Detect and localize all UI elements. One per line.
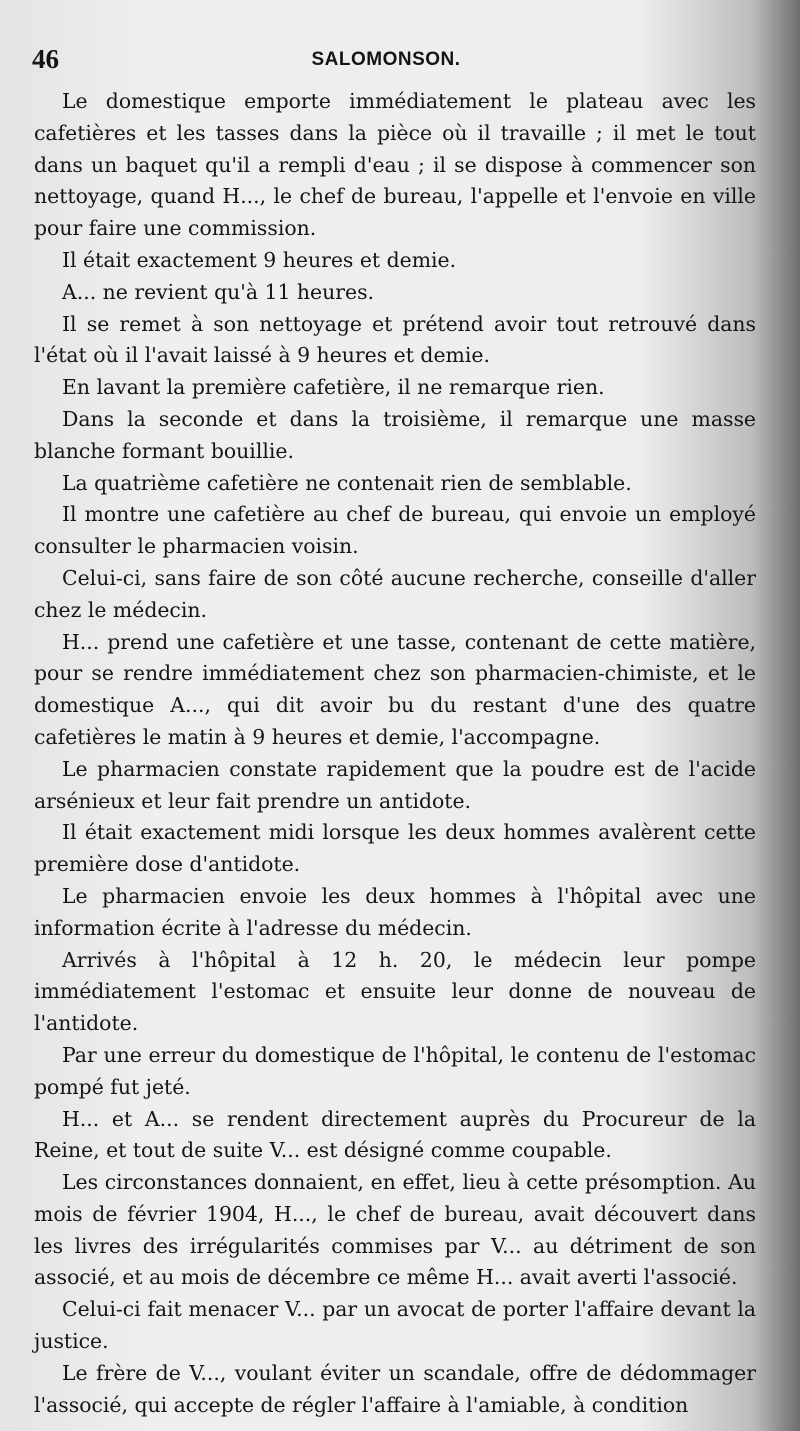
paragraph: Le domestique emporte immédiatement le plateau avec les cafetières et les tasses dans la pièce où il travaille ; il met le tout dans un baquet qu'il a rempli d'eau ; il se dispose à commencer son nettoyage, quand H..., le chef de bureau, l'appelle et l'envoie en ville pour faire une commission. xyxy=(34,89,756,241)
paragraph: Les circonstances donnaient, en effet, lieu à cette présomption. Au mois de février 1904, H..., le chef de bureau, avait découvert dans les livres des irrégularités commises par V... au détriment de son associé, et au mois de décembre ce même H... avait averti l'associé. xyxy=(34,1170,756,1290)
paragraph: H... prend une cafetière et une tasse, contenant de cette matière, pour se rendre immédiatement chez son pharmacien-chimiste, et le domestique A..., qui dit avoir bu du restant d'une des quatre cafetières le matin à 9 heures et demie, l'accompagne. xyxy=(34,629,756,749)
page-header xyxy=(32,40,740,80)
paragraph: Dans la seconde et dans la troisième, il remarque une masse blanche formant bouillie. xyxy=(34,406,756,463)
paragraph: Celui-ci fait menacer V... par un avocat de porter l'affaire devant la justice. xyxy=(34,1297,756,1354)
paragraph: Par une erreur du domestique de l'hôpital, le contenu de l'estomac pompé fut jeté. xyxy=(34,1042,756,1099)
page-number: 46 xyxy=(32,44,59,74)
paragraph: Arrivés à l'hôpital à 12 h. 20, le médecin leur pompe immédiatement l'estomac et ensuite leur donne de nouveau de l'antidote. xyxy=(34,947,756,1036)
paragraph: En lavant la première cafetière, il ne remarque rien. xyxy=(62,375,605,400)
paragraph: Il était exactement 9 heures et demie. xyxy=(62,247,457,272)
paragraph: Il montre une cafetière au chef de bureau, qui envoie un employé consulter le pharmacien voisin. xyxy=(34,502,756,559)
paragraph: Il se remet à son nettoyage et prétend avoir tout retrouvé dans l'état où il l'avait laissé à 9 heures et demie. xyxy=(34,311,756,368)
paragraph: La quatrième cafetière ne contenait rien de semblable. xyxy=(62,470,632,495)
paragraph: Le frère de V..., voulant éviter un scandale, offre de dédommager l'associé, qui accepte de régler l'affaire à l'amiable, à condition xyxy=(34,1360,756,1417)
paragraph: Celui-ci, sans faire de son côté aucune recherche, conseille d'aller chez le médecin. xyxy=(34,565,756,622)
running-head: SALOMONSON. xyxy=(311,49,461,70)
paragraph: Le pharmacien envoie les deux hommes à l'hôpital avec une information écrite à l'adresse du médecin. xyxy=(34,883,756,940)
paragraph: Il était exactement midi lorsque les deux hommes avalèrent cette première dose d'antidote. xyxy=(34,820,756,877)
paragraph: A... ne revient qu'à 11 heures. xyxy=(62,279,375,304)
paragraph: H... et A... se rendent directement auprès du Procureur de la Reine, et tout de suite V... est désigné comme coupable. xyxy=(34,1106,756,1163)
body-text xyxy=(34,86,756,1421)
paragraph: Le pharmacien constate rapidement que la poudre est de l'acide arsénieux et leur fait prendre un antidote. xyxy=(34,756,756,813)
